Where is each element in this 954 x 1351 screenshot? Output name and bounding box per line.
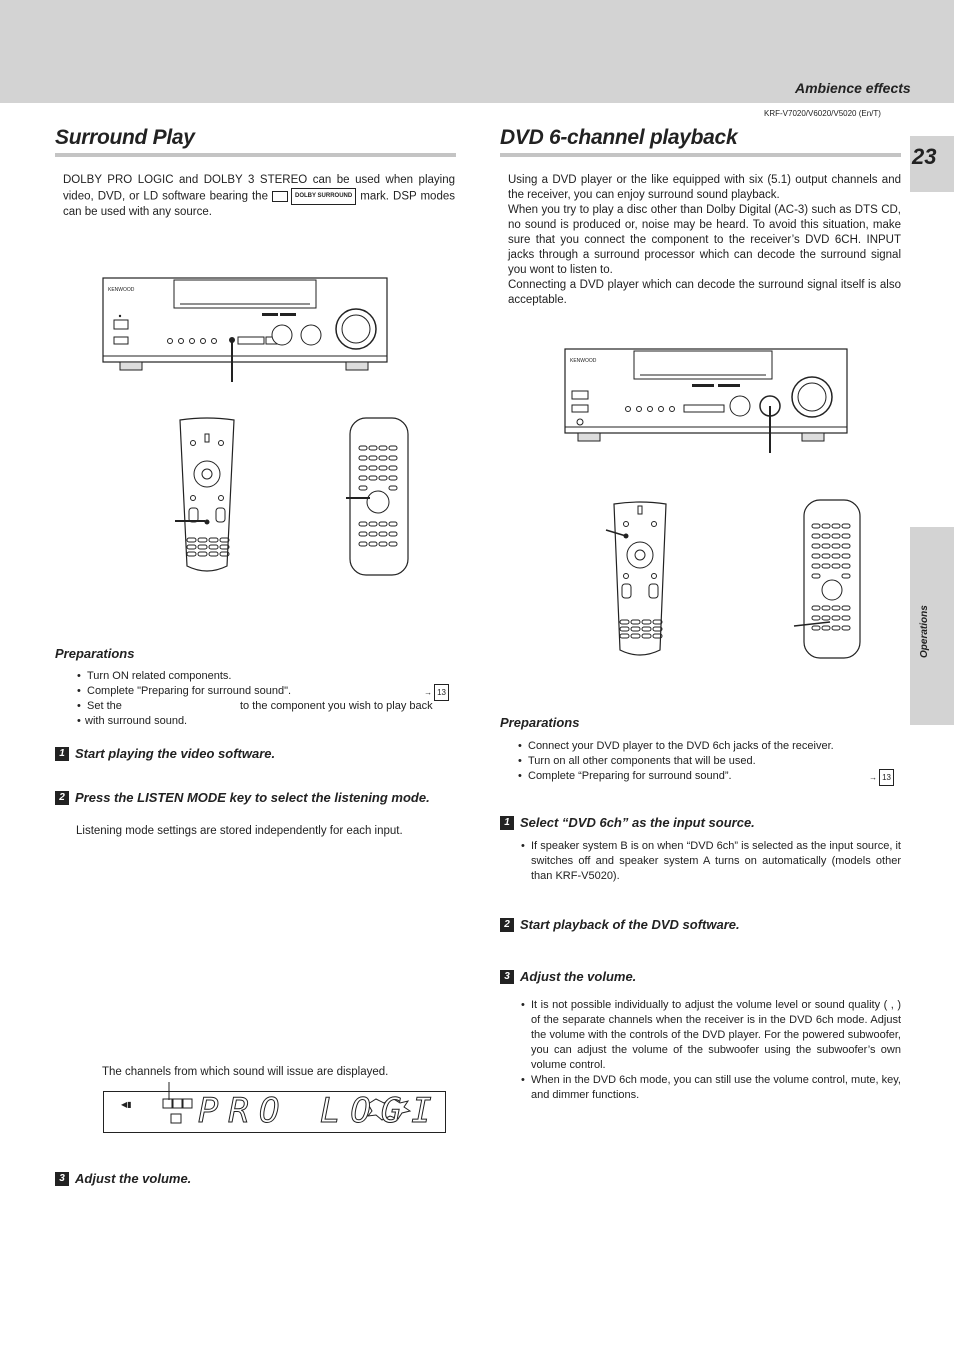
list-item: • Set the to the component you wish to play back	[77, 699, 455, 714]
right-preparations-list	[518, 739, 896, 784]
svg-text:KENWOOD: KENWOOD	[570, 358, 597, 364]
left-preparations-list	[77, 669, 455, 729]
right-preparations-title: Preparations	[500, 715, 580, 730]
left-step-2-note: Listening mode settings are stored independently for each input.	[76, 825, 403, 837]
receiver-illustration-right	[562, 345, 852, 455]
page-ref: → 13	[869, 769, 894, 786]
right-step-1: 1 Select “DVD 6ch” as the input source.	[500, 815, 755, 830]
left-step-1: 1 Start playing the video software.	[55, 746, 275, 761]
page-number: 23	[912, 144, 937, 169]
svg-text:◀▮: ◀▮	[121, 1100, 132, 1109]
list-item: • When in the DVD 6ch mode, you can still use the volume control, mute, key, and dimmer functions.	[521, 1073, 901, 1103]
side-tab-label: Operations	[919, 605, 930, 658]
left-preparations-title: Preparations	[55, 646, 135, 661]
list-item: • If speaker system B is on when “DVD 6ch” is selected as the input source, it switches off and speaker system A turns on automatically (models other than KRF-V5020).	[521, 839, 901, 884]
remote-illustration-right-a	[604, 500, 672, 660]
remote-illustration-left-a	[175, 416, 240, 576]
right-step-3-notes	[521, 998, 901, 1103]
left-intro: DOLBY PRO LOGIC and DOLBY 3 STEREO can be used when playing video, DVD, or LD software bearing the DOLBY SURROUND mark. DSP modes can be used with any source.	[63, 174, 455, 218]
list-item: • Complete "Preparing for surround sound". → 13	[77, 684, 455, 699]
right-step-3: 3 Adjust the volume.	[500, 969, 636, 984]
right-step-2: 2 Start playback of the DVD software.	[500, 917, 740, 932]
left-step-2: 2 Press the LISTEN MODE key to select the listening mode.	[55, 790, 430, 805]
section-header: Ambience effects	[795, 80, 911, 96]
svg-text:KENWOOD: KENWOOD	[108, 287, 135, 293]
list-item: • It is not possible individually to adjust the volume level or sound quality ( , ) of the separate channels when the receiver is in the DVD 6ch mode. Adjust the volume with the controls of the DVD player. For the powered subwoofer, you can adjust the volume of the subwoofer using the subwoofer’s own volume control.	[521, 998, 901, 1073]
display-readout: PRO LOGI	[198, 1091, 442, 1131]
left-title-rule	[55, 153, 456, 157]
right-step-1-notes	[521, 839, 901, 884]
remote-illustration-right-b	[790, 498, 864, 662]
right-intro: Using a DVD player or the like equipped with six (5.1) output channels and the receiver, you can enjoy surround sound playback. When you try to play a disc other than Dolby Digital (AC-3) such as DTS CD, no sound is produced or, noise may be heard. To avoid this situation, make sure that you connect the component to the receiver’s DVD 6CH. INPUT jacks through a surround processor which can decode the surround signal you wont to listen to. Connecting a DVD player which can decode the surround signal itself is also acceptable.	[508, 174, 901, 306]
remote-illustration-left-b	[340, 416, 412, 578]
list-item-continued: • with surround sound.	[77, 714, 455, 729]
display-caption: The channels from which sound will issue are displayed.	[102, 1066, 389, 1078]
model-number: KRF-V7020/V6020/V5020 (En/T)	[764, 109, 881, 118]
list-item: • Turn ON related components.	[77, 669, 455, 684]
page-ref: → 13	[424, 684, 449, 701]
left-title: Surround Play	[55, 126, 195, 149]
receiver-illustration-left	[100, 274, 395, 384]
right-title: DVD 6-channel playback	[500, 126, 738, 149]
right-title-rule	[500, 153, 901, 157]
side-tab	[910, 527, 954, 725]
left-step-3: 3 Adjust the volume.	[55, 1171, 191, 1186]
list-item: • Connect your DVD player to the DVD 6ch jacks of the receiver.	[518, 739, 896, 754]
list-item: • Turn on all other components that will be used.	[518, 754, 896, 769]
list-item: • Complete “Preparing for surround sound”. → 13	[518, 769, 896, 784]
dolby-surround-logo: DOLBY SURROUND	[272, 188, 356, 205]
